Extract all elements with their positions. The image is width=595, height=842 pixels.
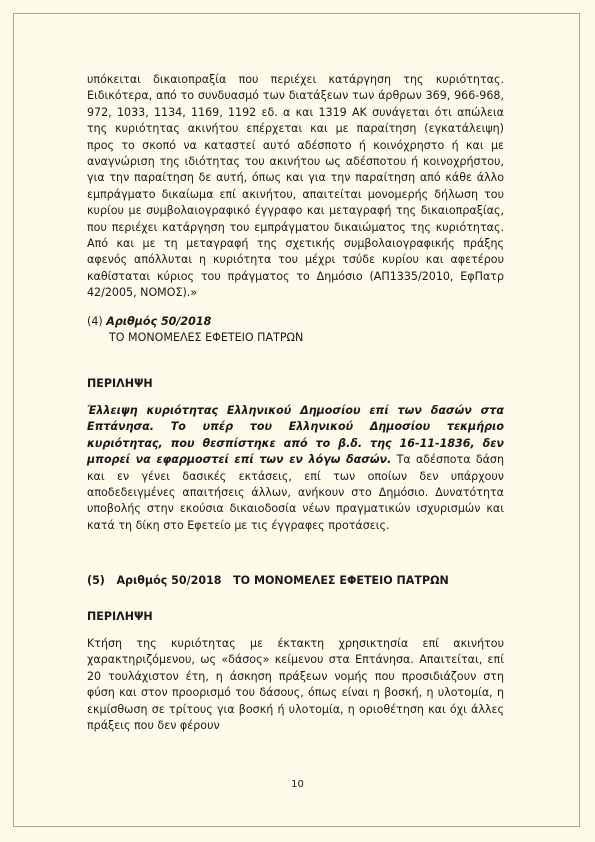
- intro-paragraph: υπόκειται δικαιοπραξία που περιέχει κατάργηση της κυριότητας. Ειδικότερα, από το συνδυασμό των διατάξεων των άρθρων 369, 966-968, 972, 1033, 1134, 1169, 1192 εδ. α και 1319 ΑΚ συνάγεται ότι απώλεια της κυριότητας ακινήτου επέρχεται και με παραίτηση (εγκατάλειψη) προς το σκοπό να καταστεί αυτό αδέσποτο ή κοινόχρηστο ή και με αναγνώριση της ιδιότητας του ακινήτου ως αδέσποτου ή κοινοχρήστου, για την παραίτηση δε αυτή, όπως και για την παραίτηση από κάθε άλλο εμπράγματο δικαίωμα επί ακινήτου, απαιτείται μονομερής δήλωση του κυρίου με συμβολαιογραφικό έγγραφο και μεταγραφή της δικαιοπραξίας, που περιέχει κατάργηση του εμπράγματου δικαιώματος της κυριότητας. Από και με τη μεταγραφή της σχετικής συμβολαιογραφικής πράξης αφενός απόλλυται η κυριότητα του μέχρι τσύδε κυρίου και αφετέρου καθίσταται κύριος του πράγματος το Δημόσιο (ΑΠ1335/2010, ΕφΠατρ 42/2005, ΝΟΜΟΣ).»: [87, 73, 504, 300]
- case-4-summary-bold: Έλλειψη κυριότητας Ελληνικού Δημοσίου επί των δασών στα Επτάνησα. Το υπέρ του Ελληνικού Δημοσίου τεκμήριο κυριότητας, που θεσπίστηκε από το β.δ. της 16-11-1836, δεν μπορεί να εφαρμοστεί επί των εν λόγω δασών.: [87, 403, 504, 467]
- case-5-summary: Κτήση της κυριότητας με έκτακτη χρησικτησία επί ακινήτου χαρακτηριζόμενου, ως «δάσος» κείμενου στα Επτάνησα. Απαιτείται, επί 20 τουλάχιστον έτη, η άσκηση πράξεων νομής που προσιδιάζουν στη φύση και στον προορισμό του δάσους, όπως είναι η βοσκή, η υλοτομία, η εκμίσθωση σε τρίτους για βοσκή ή υλοτομία, η οριοθέτηση και όχι άλλες πράξεις που δεν φέρουν: [87, 636, 504, 732]
- case-4-prefix: (4): [87, 314, 107, 328]
- case-4-summary: [87, 403, 504, 534]
- case-4-summary-text: Τα αδέσποτα δάση και εν γένει δασικές εκτάσεις, επί των οποίων δεν υπάρχουν αποδεδειγμένες απαιτήσεις άλλων, ανήκουν στο Δημόσιο. Δυνατότητα υποβολής στην εκούσια δικαιοδοσία νέων πραγματικών ισχυρισμών και κατά τη δίκη στο Εφετείο με τις έγγραφες προτάσεις.: [87, 453, 504, 532]
- case-4-court: ΤΟ ΜΟΝΟΜΕΛΕΣ ΕΦΕΤΕΙΟ ΠΑΤΡΩΝ: [109, 331, 304, 345]
- document-body: [87, 72, 504, 734]
- case-4-number: Αριθμός 50/2018: [106, 314, 212, 328]
- case-4-summary-heading: ΠΕΡΙΛΗΨΗ: [87, 376, 153, 390]
- case-4-header: [87, 314, 504, 347]
- case-5-header: (5) Αριθμός 50/2018 ΤΟ ΜΟΝΟΜΕΛΕΣ ΕΦΕΤΕΙΟ ΠΑΤΡΩΝ: [87, 574, 449, 588]
- case-5-summary-heading: ΠΕΡΙΛΗΨΗ: [87, 609, 153, 623]
- page-number: 10: [291, 779, 304, 790]
